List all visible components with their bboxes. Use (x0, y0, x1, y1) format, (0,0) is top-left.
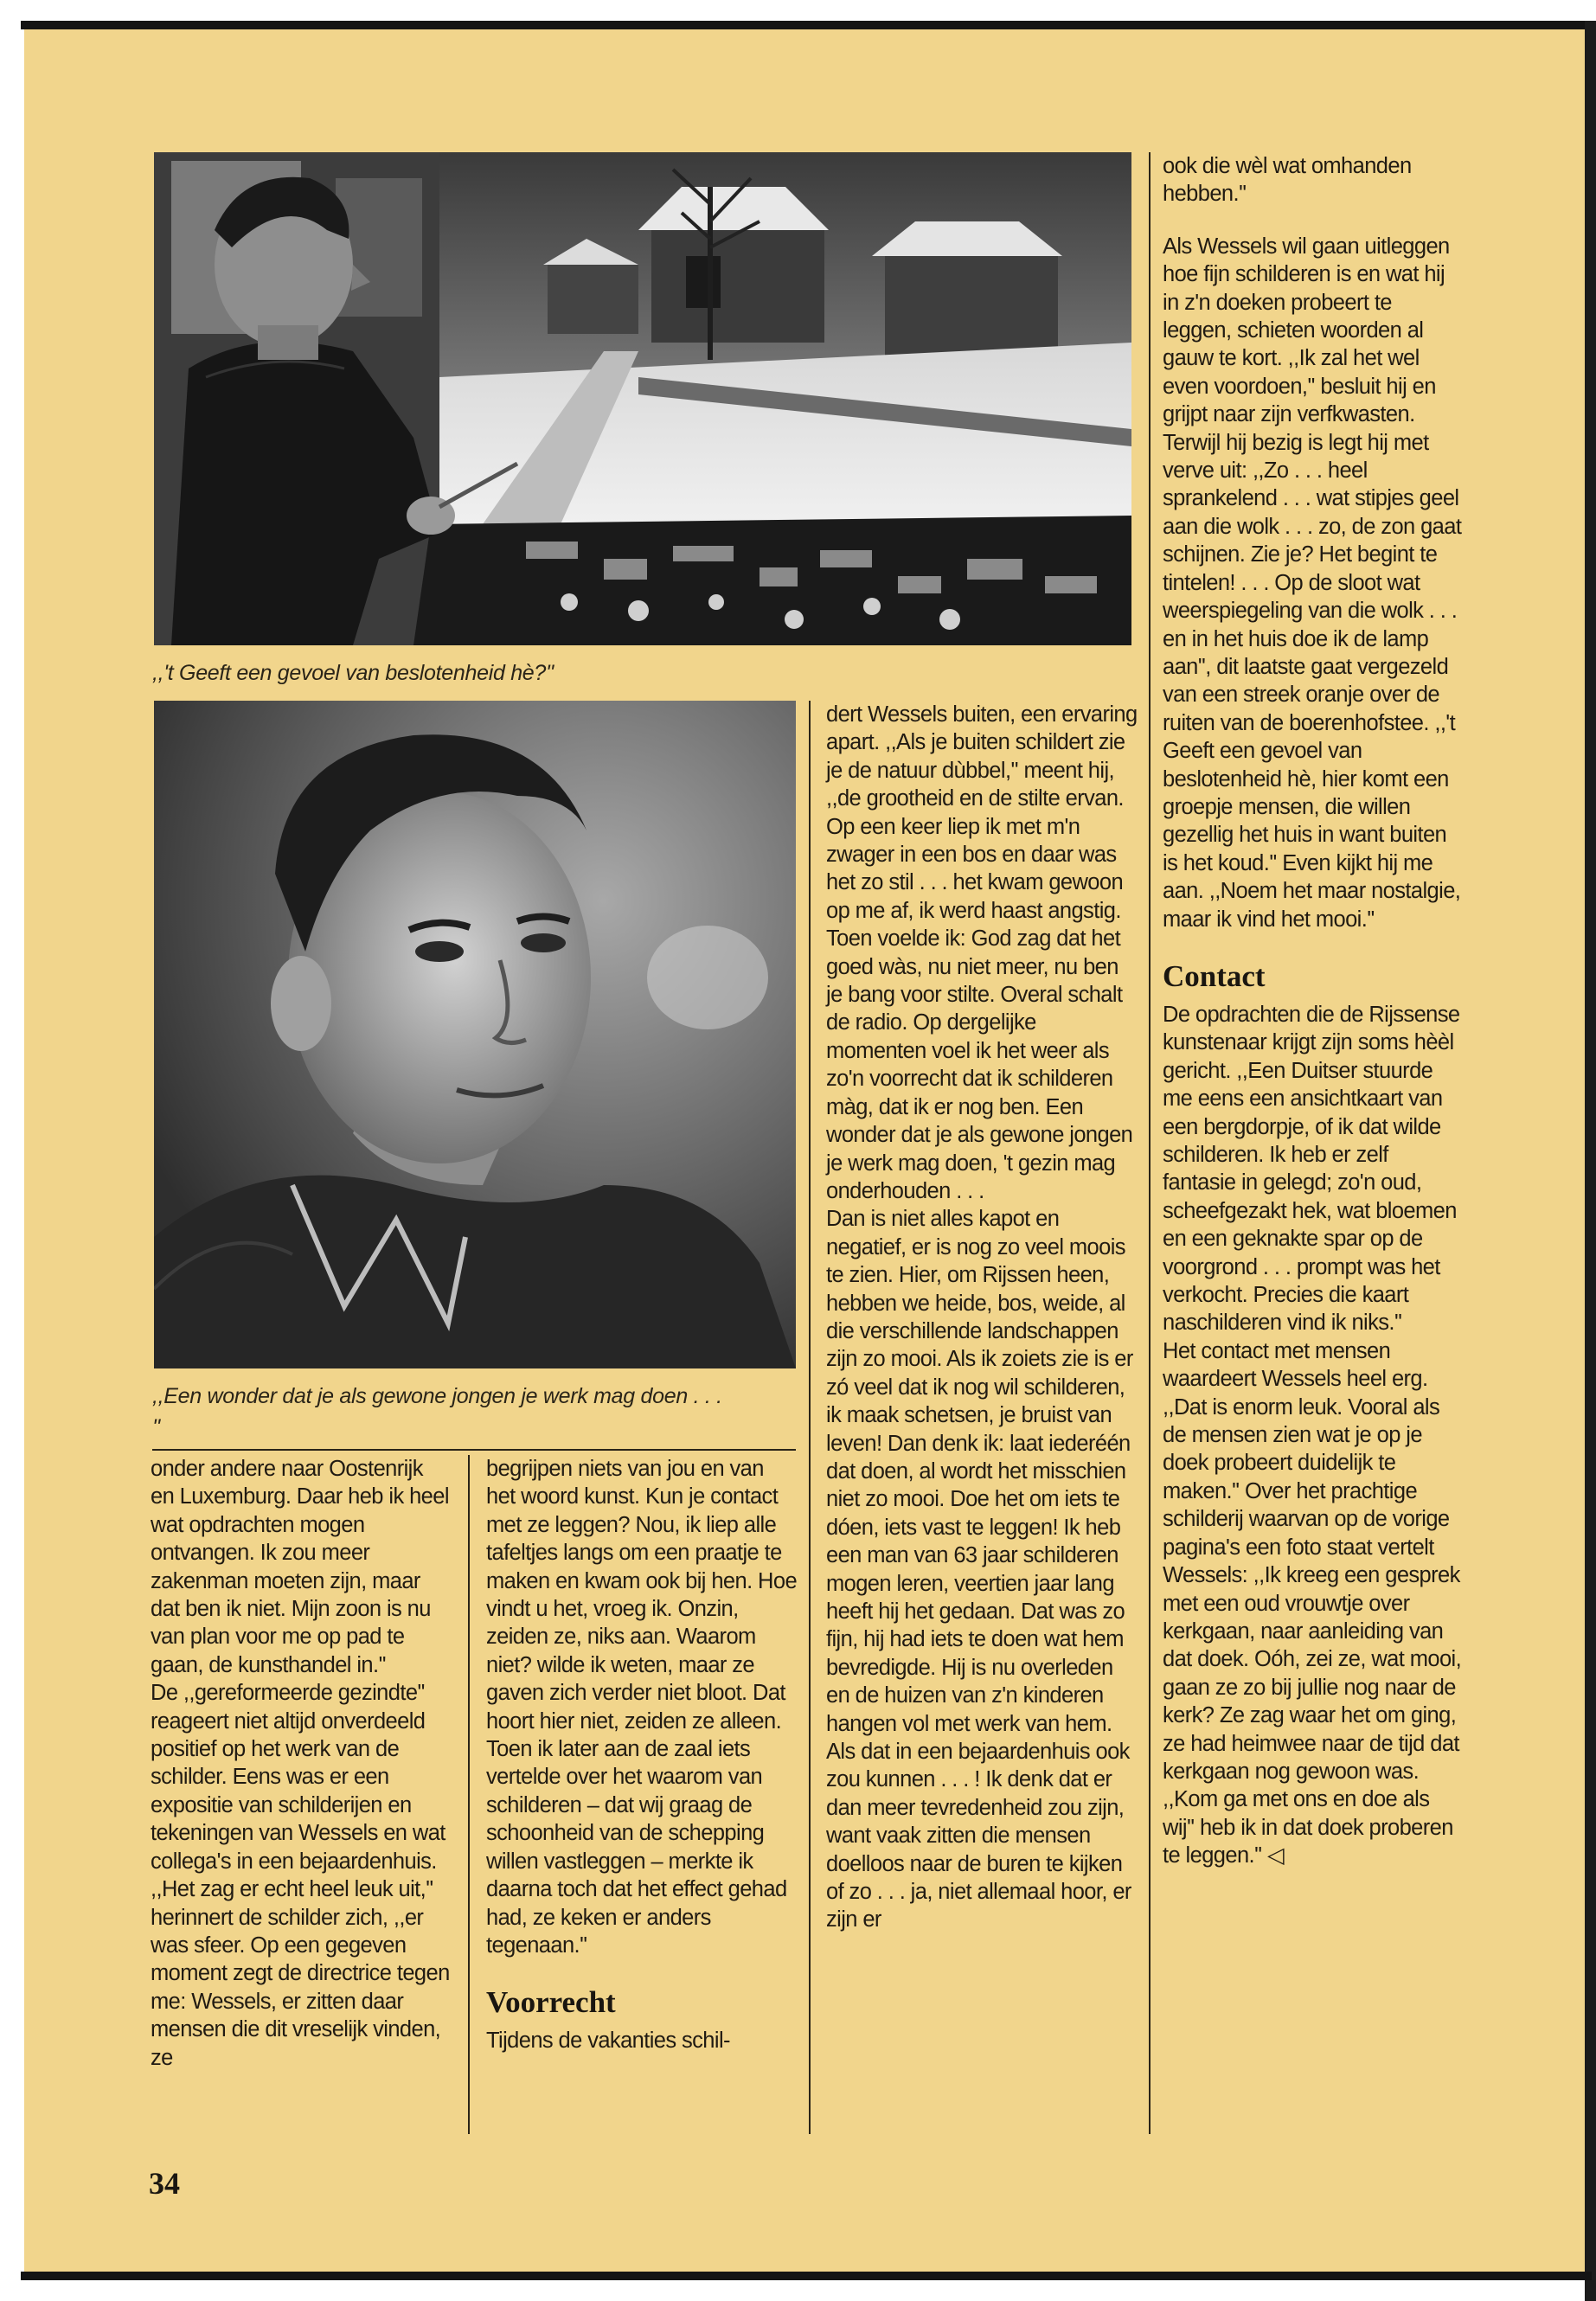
article-column-4 (1163, 152, 1464, 1870)
col3-paragraph: dert Wessels buiten, een ervaring apart. ,,Als je buiten schildert zie je de natuur dùbbel,'' meent hij, ,,de grootheid en de stilte ervan. Op een keer liep ik met m'n zwager in een bos en daar was het zo stil . . . het kwam gewoon op me af, ik werd haast angstig. Toen voelde ik: God zag dat het goed wàs, nu niet meer, nu ben je bang voor stilte. Overal schalt de radio. Op dergelijke momenten voel ik het weer als zo'n voorrecht dat ik schilderen màg, dat ik er nog ben. Een wonder dat je als gewone jongen je werk mag doen, 't gezin mag onderhouden . . . (826, 702, 1138, 1203)
col4-paragraph: De opdrachten die de Rijssense kunstenaar krijgt zijn soms hèèl gericht. ,,Een Duitser stuurde me eens een ansichtkaart van een bergdorpje, of ik dat wilde schilderen. Ik heb er zelf fantasie in gelegd; zo'n oud, scheefgezakt hek, wat bloemen en een geknakte spar op de voorgrond . . . prompt was het verkocht. Precies die kaart naschilderen vind ik niks.'' (1163, 1002, 1460, 1336)
caption-divider (152, 1449, 796, 1451)
article-column-1 (151, 1455, 452, 2072)
col2-paragraph: begrijpen niets van jou en van het woord kunst. Kun je contact met ze leggen? Nou, ik liep alle tafeltjes langs om een praatje te maken en kwam ook bij hen. Hoe vindt u het, vroeg ik. Onzin, zeiden ze, niks aan. Waarom niet? wilde ik weten, maar ze gaven zich verder niet bloot. Dat hoort hier niet, zeiden ze alleen. Toen ik later aan de zaal iets vertelde over het waarom van schilderen – dat wij graag de schoonheid van de schepping willen vastleggen – merkte ik daarna toch dat het effect gehad had, ze keken er anders tegenaan.'' (486, 1457, 798, 1958)
page-number: 34 (149, 2166, 180, 2201)
top-photo-caption: ,,'t Geeft een gevoel van beslotenheid hè?'' (152, 661, 554, 685)
photo-painter-at-easel (154, 152, 1131, 645)
column-rule (1149, 152, 1151, 2134)
scan-edge-bottom (21, 2272, 1592, 2280)
column-rule (809, 701, 811, 2134)
scan-edge-top (21, 21, 1592, 29)
column-rule (468, 1455, 470, 2134)
col1-paragraph: onder andere naar Oostenrijk en Luxemburg. Daar heb ik heel wat opdrachten mogen ontvangen. Ik zou meer zakenman moeten zijn, maar dat ben ik niet. Mijn zoon is nu van plan voor me op pad te gaan, de kunsthandel in.'' (151, 1457, 449, 1677)
col1-paragraph: De ,,gereformeerde gezindte'' reageert niet altijd onverdeeld positief op het werk van de schilder. Eens was er een expositie van schilderijen en tekeningen van Wessels en wat collega's in een bejaardenhuis. ,,Het zag er echt heel leuk uit,'' herinnert de schilder zich, ,,er was sfeer. Op een gegeven moment zegt de directrice tegen me: Wessels, er zitten daar mensen die dit vreselijk vinden, ze (151, 1681, 450, 2070)
scan-edge-right (1585, 21, 1596, 2301)
col2-paragraph: Tijdens de vakanties schil- (486, 2029, 730, 2054)
col4-paragraph: Het contact met mensen waardeert Wessels heel erg. ,,Dat is enorm leuk. Vooral als de mensen zien wat je op je doek probeert duidelijk te maken.'' Over het prachtige schilderij waarvan op de vorige pagina's een foto staat vertelt Wessels: ,,Ik kreeg een gesprek met een oud vrouwtje over kerkgaan, naar aanleiding van dat doek. Oóh, zei ze, wat mooi, gaan ze zo bij jullie nog naar de kerk? Ze zag waar het om ging, ze had heimwee naar de tijd dat kerkgaan nog gewoon was. ,,Kom ga met ons en doe als wij'' heb ik in dat doek proberen te leggen.'' ◁ (1163, 1338, 1462, 1868)
article-column-2 (486, 1455, 798, 2055)
portrait-caption: ,,Een wonder dat je als gewone jongen je werk mag doen . . . '' (152, 1384, 722, 1439)
col4-paragraph: ook die wèl wat omhanden hebben.'' (1163, 154, 1412, 207)
col3-paragraph: Dan is niet alles kapot en negatief, er is nog zo veel moois te zien. Hier, om Rijssen heen, hebben we heide, bos, weide, al die verschillende landschappen zijn zo mooi. Als ik zoiets zie is er zó veel dat ik nog wil schilderen, ik maak schetsen, je bruist van leven! Dan denk ik: laat iederéén dat doen, al wordt het misschien niet zo mooi. Doe het om iets te dóen, iets vast te leggen! Ik heb een man van 63 jaar schilderen mogen leren, veertien jaar lang heeft hij het gedaan. Dat was zo fijn, hij had iets te doen wat hem bevredigde. Hij is nu overleden en de huizen van z'n kinderen hangen vol met werk van hem. Als dat in een bejaardenhuis ook zou kunnen . . . ! Ik denk dat er dan meer tevredenheid zou zijn, want vaak zitten die mensen doelloos naar de buren te kijken of zo . . . ja, niet allemaal hoor, er zijn er (826, 1207, 1133, 1932)
heading-voorrecht: Voorrecht (486, 1985, 616, 2020)
heading-contact: Contact (1163, 958, 1266, 993)
article-column-3 (826, 701, 1138, 1934)
photo-portrait-painter (154, 701, 796, 1368)
col4-paragraph: Als Wessels wil gaan uitleggen hoe fijn schilderen is en wat hij in z'n doeken probeert te leggen, schieten woorden al gauw te kort. ,,Ik zal het wel even voordoen,'' besluit hij en grijpt naar zijn verfkwasten. Terwijl hij bezig is legt hij met verve uit: ,,Zo . . . heel sprankelend . . . wat stipjes geel aan die wolk . . . zo, de zon gaat schijnen. Zie je? Het begint te tintelen! . . . Op de sloot wat weerspiegeling van die wolk . . . en in het huis doe ik de lamp aan'', dit laatste gaat vergezeld van een streek oranje over de ruiten van de boerenhofstee. ,,'t Geeft een gevoel van beslotenheid hè, hier komt een groepje mensen, die willen gezellig het huis in want buiten is het koud.'' Even kijkt hij me aan. ,,Noem het maar nostalgie, maar ik vind het mooi.'' (1163, 234, 1462, 932)
